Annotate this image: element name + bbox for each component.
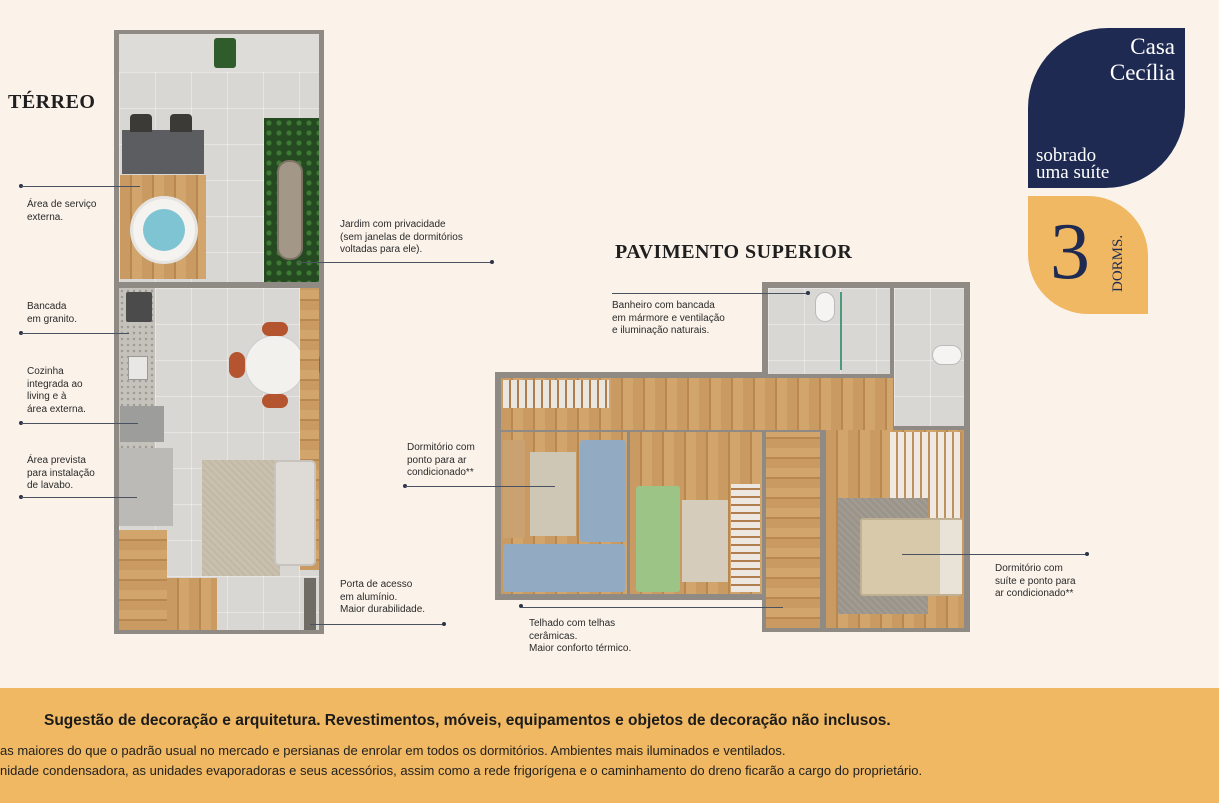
leader-line: [21, 423, 138, 424]
stairwell: [766, 432, 820, 628]
dorms-label: DORMS.: [1110, 234, 1126, 292]
leader-line: [902, 554, 1087, 555]
entrance-door: [304, 578, 316, 630]
dining-table: [245, 335, 305, 395]
house-type-line1: sobrado: [1036, 145, 1097, 166]
chair: [262, 322, 288, 336]
footer-banner: [0, 688, 1219, 803]
chair: [130, 114, 152, 132]
shower-glass: [840, 292, 842, 370]
ground-floor-title: TÉRREO: [8, 91, 96, 113]
bed: [580, 440, 626, 542]
rug: [202, 460, 280, 576]
planter: [214, 38, 236, 68]
leader-line: [310, 624, 444, 625]
leader-line: [405, 486, 555, 487]
note-bedroom-ac: Dormitório com ponto para ar condicionado**: [407, 442, 475, 478]
marker-dot: [442, 622, 446, 626]
leader-line: [521, 607, 783, 608]
hot-tub: [130, 196, 198, 264]
chair: [229, 352, 245, 378]
leader-line: [21, 333, 129, 334]
marker-dot: [806, 291, 810, 295]
chair: [262, 394, 288, 408]
rug: [530, 452, 576, 536]
note-lavabo: Área prevista para instalação de lavabo.: [27, 455, 95, 491]
house-name-line2: Cecília: [1109, 60, 1175, 85]
bed: [503, 544, 625, 592]
footer-main-text: Sugestão de decoração e arquitetura. Revestimentos, móveis, equipamentos e objetos de decoração não inclusos.: [44, 712, 891, 729]
rug: [682, 500, 728, 582]
toilet: [815, 292, 835, 322]
sofa: [274, 460, 316, 566]
ground-floor-plan: [114, 30, 324, 634]
house-name-badge: [1028, 28, 1185, 188]
footer-line-2: nidade condensadora, as unidades evaporadoras e seus acessórios, assim como a rede frigorígena e o caminhamento do dreno ficarão a cargo do proprietário.: [0, 763, 923, 778]
sink: [128, 356, 148, 380]
note-door: Porta de acesso em alumínio. Maior durabilidade.: [340, 579, 426, 615]
footer-line-1: as maiores do que o padrão usual no mercado e persianas de enrolar em todos os dormitórios. Ambientes mais iluminados e ventilados.: [0, 743, 786, 758]
note-garden: Jardim com privacidade (sem janelas de dormitórios voltadas para ele).: [340, 219, 463, 255]
house-name-line1: Casa: [1130, 34, 1175, 59]
stove: [126, 292, 152, 322]
house-type-line2: uma suíte: [1036, 162, 1110, 183]
note-kitchen: Cozinha integrada ao living e à área externa.: [27, 366, 86, 415]
wardrobe: [731, 484, 760, 592]
bed: [636, 486, 680, 592]
chair: [170, 114, 192, 132]
leader-line: [21, 186, 140, 187]
dorms-badge: [1028, 196, 1148, 314]
upper-floor-title: PAVIMENTO SUPERIOR: [615, 241, 853, 263]
note-suite: Dormitório com suíte e ponto para ar condicionado**: [995, 563, 1076, 599]
desk: [503, 440, 525, 538]
headboard: [940, 520, 962, 594]
leader-line: [612, 293, 808, 294]
stairs: [119, 530, 167, 630]
fridge: [120, 406, 164, 442]
note-bathroom: Banheiro com bancada em mármore e ventilação e iluminação naturais.: [612, 300, 725, 336]
leader-line: [21, 497, 137, 498]
marker-dot: [490, 260, 494, 264]
hammock: [277, 160, 303, 260]
lavabo-area: [119, 448, 173, 526]
built-in-shelf: [503, 380, 609, 408]
marker-dot: [1085, 552, 1089, 556]
entry-floor: [167, 578, 217, 630]
outdoor-table: [122, 130, 204, 174]
toilet: [932, 345, 962, 365]
note-counter: Bancada em granito.: [27, 301, 78, 325]
dorms-number: 3: [1050, 208, 1090, 296]
note-service-area: Área de serviço externa.: [27, 199, 97, 223]
note-roof: Telhado com telhas cerâmicas. Maior conforto térmico.: [529, 618, 632, 654]
leader-line: [298, 262, 492, 263]
